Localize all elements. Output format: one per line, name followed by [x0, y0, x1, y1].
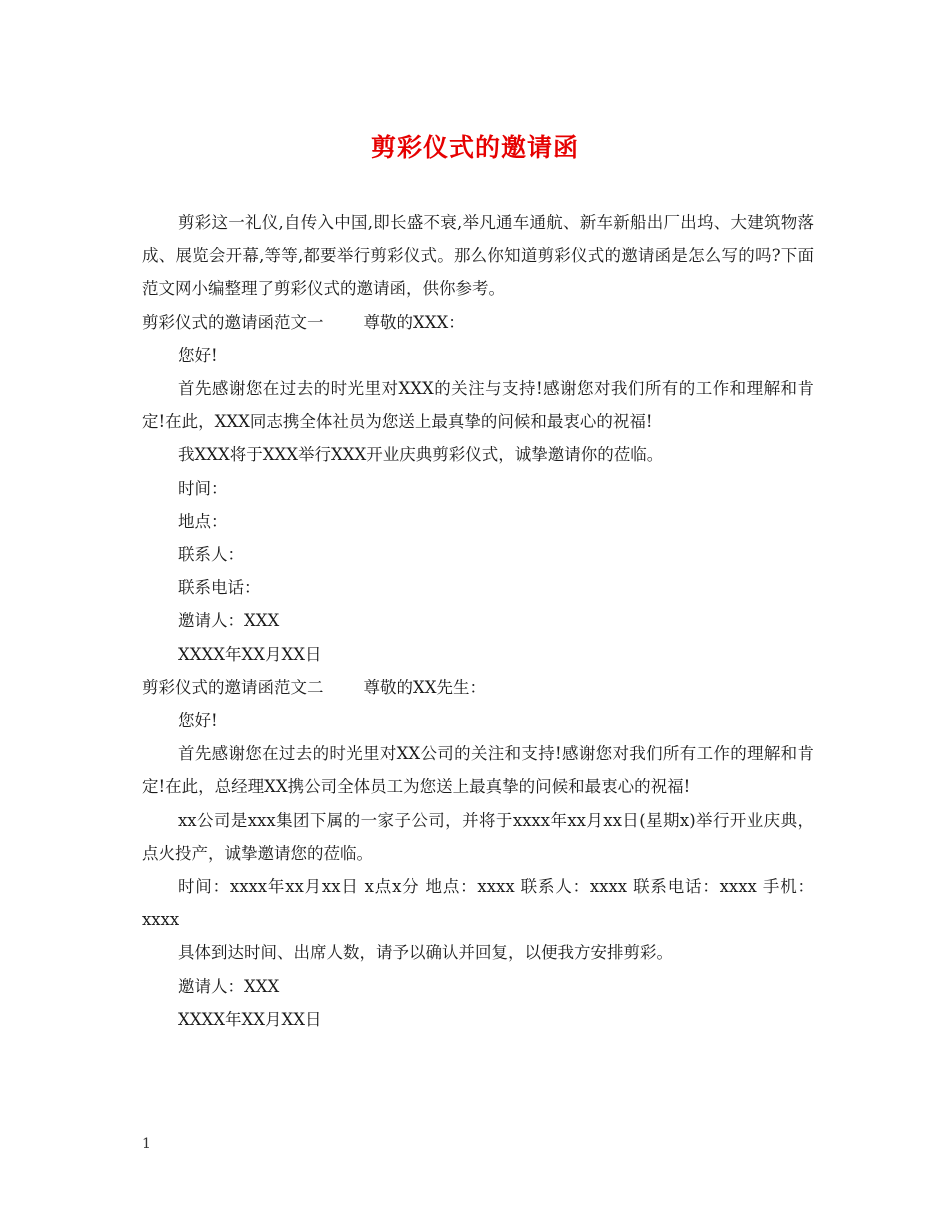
page-number: 1	[142, 1136, 151, 1152]
sample2-salutation: 尊敬的XX先生：	[363, 677, 486, 697]
sample1-date: XXXX年XX月XX日	[178, 644, 322, 664]
sample1-phone: 联系电话：	[178, 578, 261, 598]
sample2-greeting: 您好!	[178, 711, 218, 731]
sample1-heading: 剪彩仪式的邀请函范文一	[142, 312, 324, 332]
sample1-place: 地点：	[178, 511, 228, 531]
sample2-confirm: 具体到达时间、出席人数，请予以确认并回复，以便我方安排剪彩。	[178, 943, 673, 963]
document-body	[142, 206, 814, 1036]
sample2-details: 时间：xxxx年xx月xx日 x点x分 地点：xxxx 联系人：xxxx 联系电话：xxxx 手机： xxxx	[142, 877, 814, 930]
intro-paragraph: 剪彩这一礼仪,自传入中国,即长盛不衰,举凡通车通航、新车新船出厂出坞、大建筑物落成、展览会开幕,等等,都要举行剪彩仪式。那么你知道剪彩仪式的邀请函是怎么写的吗?下面范文网小编整理了剪彩仪式的邀请函，供你参考。	[142, 213, 814, 299]
sample1-inviter: 邀请人：XXX	[178, 611, 280, 631]
sample1-time: 时间：	[178, 478, 228, 498]
sample2-paragraph-2: xx公司是xxx集团下属的一家子公司，并将于xxxx年xx月xx日(星期x)举行开业庆典，点火投产，诚挚邀请您的莅临。	[142, 810, 814, 863]
sample2-heading: 剪彩仪式的邀请函范文二	[142, 677, 324, 697]
sample1-paragraph-1: 首先感谢您在过去的时光里对XXX的关注与支持!感谢您对我们所有的工作和理解和肯定!在此，XXX同志携全体社员为您送上最真挚的问候和最衷心的祝福!	[142, 379, 814, 432]
sample1-heading-line	[142, 306, 814, 339]
sample2-paragraph-1: 首先感谢您在过去的时光里对XX公司的关注和支持!感谢您对我们所有工作的理解和肯定!在此，总经理XX携公司全体员工为您送上最真挚的问候和最衷心的祝福!	[142, 744, 814, 797]
sample2-date: XXXX年XX月XX日	[178, 1009, 322, 1029]
sample1-contact: 联系人：	[178, 545, 244, 565]
sample1-paragraph-2: 我XXX将于XXX举行XXX开业庆典剪彩仪式，诚挚邀请你的莅临。	[178, 445, 664, 465]
sample2-inviter: 邀请人：XXX	[178, 976, 280, 996]
document-title: 剪彩仪式的邀请函	[370, 133, 579, 162]
sample2-heading-line	[142, 671, 814, 704]
sample1-salutation: 尊敬的XXX：	[363, 312, 465, 332]
sample1-greeting: 您好!	[178, 345, 218, 365]
